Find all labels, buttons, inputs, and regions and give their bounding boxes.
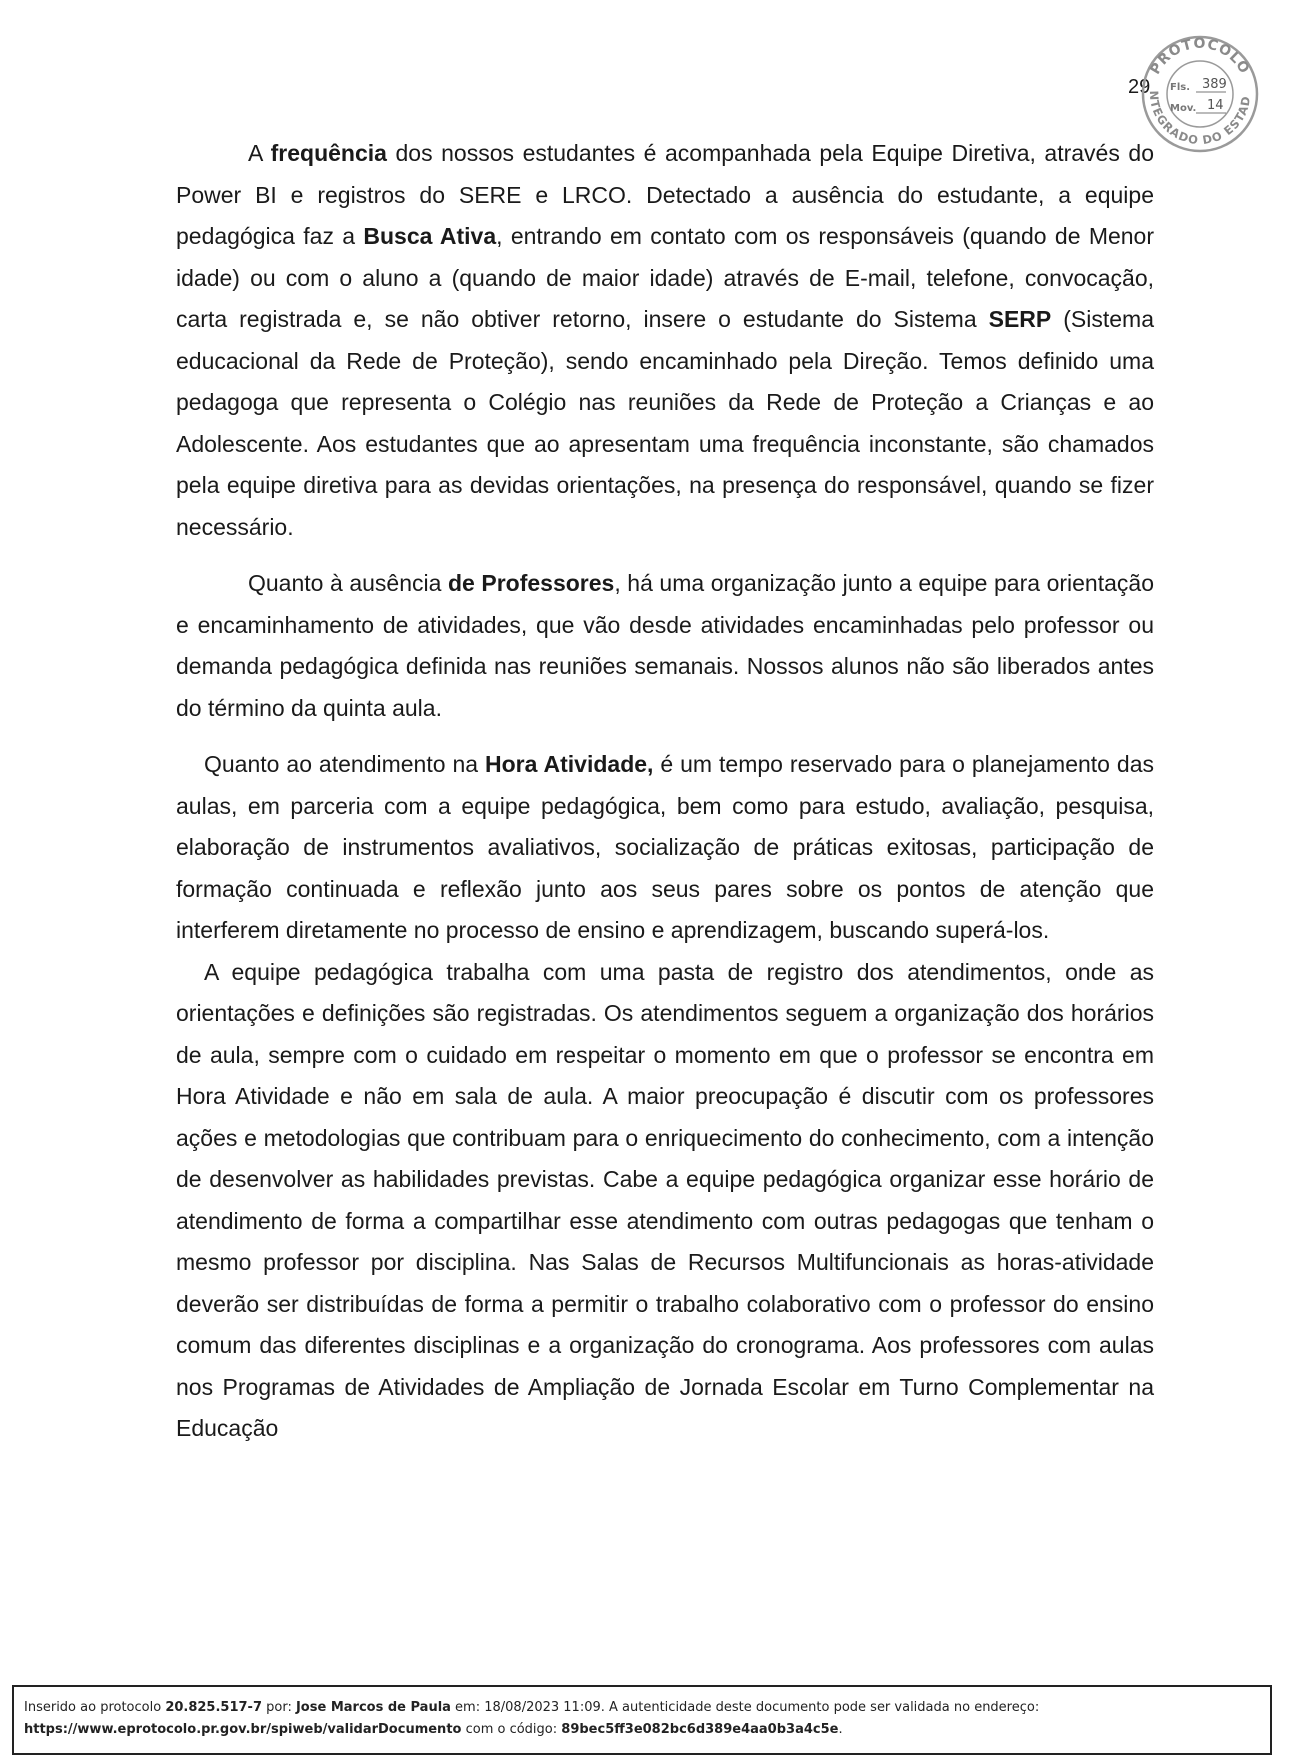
paragraph-frequencia: A frequência dos nossos estudantes é acompanhada pela Equipe Diretiva, através do Power BI e registros do SERE e LRCO. Detectado a ausência do estudante, a equipe pedagógica faz a Busca Ativa, entrando em contato com os responsáveis (quando de Menor idade) ou com o aluno a (quando de maior idade) através de E-mail, telefone, convocação, carta registrada e, se não obtiver retorno, insere o estudante do Sistema SERP (Sistema educacional da Rede de Proteção), sendo encaminhado pela Direção. Temos definido uma pedagoga que representa o Colégio nas reuniões da Rede de Proteção a Crianças e ao Adolescente. Aos estudantes que ao apresentam uma frequência inconstante, são chamados pela equipe diretiva para as devidas orientações, na presença do responsável, quando se fizer necessário.	[176, 140, 1155, 540]
authenticity-footer: Inserido ao protocolo 20.825.517-7 por: Jose Marcos de Paula em: 18/08/2023 11:09. A autenticidade deste documento pode ser validada no endereço: https://www.eprotocolo.pr.gov.br/spiweb/validarDocumento com o código: 89bec5ff3e082bc6d389e4aa0b3a4c5e.	[12, 1685, 1272, 1755]
paragraph-hora-atividade: Quanto ao atendimento na Hora Atividade, é um tempo reservado para o planejamento das aulas, em parceria com a equipe pedagógica, bem como para estudo, avaliação, pesquisa, elaboração de instrumentos avaliativos, socialização de práticas exitosas, participação de formação continuada e reflexão junto aos seus pares sobre os pontos de atenção que interferem diretamente no processo de ensino e aprendizagem, buscando superá-los.	[176, 751, 1155, 943]
stamp-mov-value: 14	[1207, 98, 1224, 113]
validation-code: 89bec5ff3e082bc6d389e4aa0b3a4c5e	[561, 1722, 839, 1737]
stamp-mov-label: Mov.	[1170, 103, 1197, 114]
page-number: 29	[1128, 76, 1151, 98]
stamp-fls-value: 389	[1202, 77, 1227, 92]
validation-link[interactable]: https://www.eprotocolo.pr.gov.br/spiweb/validarDocumento	[24, 1722, 462, 1737]
svg-text:PROTOCOLO	[1147, 36, 1252, 77]
stamp-seal-icon	[1140, 34, 1260, 154]
stamp-bottom-text: NTEGRADO DO ESTAD	[1146, 90, 1254, 148]
stamp-top-text: PROTOCOLO	[1147, 36, 1253, 78]
paragraph-equipe-pedagogica: A equipe pedagógica trabalha com uma pasta de registro dos atendimentos, onde as orientações e definições são registradas. Os atendimentos seguem a organização dos horários de aula, sempre com o cuidado em respeitar o momento em que o professor se encontra em Hora Atividade e não em sala de aula. A maior preocupação é discutir com os professores ações e metodologias que contribuam para o enriquecimento do conhecimento, com a intenção de desenvolver as habilidades previstas. Cabe a equipe pedagógica organizar esse horário de atendimento de forma a compartilhar esse atendimento com outras pedagogas que tenham o mesmo professor por disciplina. Nas Salas de Recursos Multifuncionais as horas-atividade deverão ser distribuídas de forma a permitir o trabalho colaborativo com o professor do ensino comum das diferentes disciplinas e a organização do cronograma. Aos professores com aulas nos Programas de Atividades de Ampliação de Jornada Escolar em Turno Complementar na Educação	[176, 958, 1154, 1441]
stamp-fls-label: Fls.	[1170, 82, 1191, 93]
paragraph-ausencia-professores: Quanto à ausência de Professores, há uma organização junto a equipe para orientação e encaminhamento de atividades, que vão desde atividades encaminhadas pelo professor ou demanda pedagógica definida nas reuniões semanais. Nossos alunos não são liberados antes do término da quinta aula.	[176, 570, 1154, 721]
protocol-stamp	[1140, 34, 1260, 154]
protocol-number: 20.825.517-7	[165, 1700, 262, 1715]
author-name: Jose Marcos de Paula	[295, 1700, 451, 1715]
document-body	[176, 133, 1154, 1450]
